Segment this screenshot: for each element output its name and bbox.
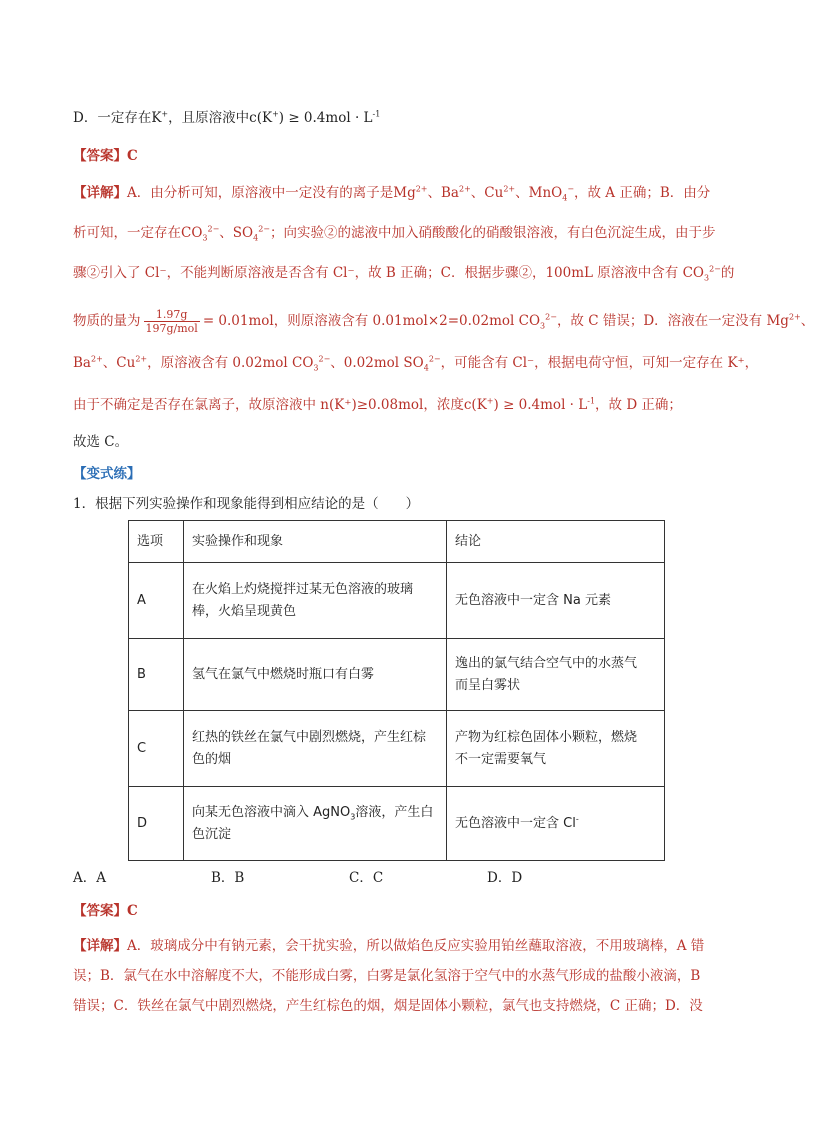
cell-line: 无色溶液中一定含 Cl <box>455 815 576 831</box>
table-cell <box>447 639 665 711</box>
d1-l4-sub: 3 <box>540 321 546 331</box>
detail-tag: 【详解】 <box>73 938 127 954</box>
d1-l4-sup2: 2+ <box>788 312 801 322</box>
k-ion: K <box>151 110 162 126</box>
table-cell <box>184 711 447 787</box>
d1-l4-sup: 2− <box>545 312 557 322</box>
detail2-line2 <box>73 966 700 986</box>
table-cell <box>184 563 447 639</box>
d1-l1b: ，故 A 正确；B．由分 <box>574 185 711 201</box>
detail2-line1 <box>73 936 704 956</box>
option-d: D．D <box>487 870 523 886</box>
d1-l4b: = 0.01mol，则原溶液含有 0.01mol×2=0.02mol CO <box>202 313 541 329</box>
d2-l3: 错误；C．铁丝在氯气中剧烈燃烧，产生红棕色的烟，烟是固体小颗粒，氯气也支持燃烧，C 正确；D．没 <box>73 998 703 1014</box>
d1-l6-k: K <box>476 397 487 413</box>
cell-line: 在火焰上灼烧搅拌过某无色溶液的玻璃 <box>192 581 414 597</box>
d1-l6b: ，故 D 正确； <box>595 397 682 413</box>
d1-l1a: A．由分析可知，原溶液中一定没有的离子是 <box>127 185 394 201</box>
co3-sup: 2− <box>207 224 220 234</box>
table-cell <box>447 711 665 787</box>
d1-l5e: ，可能含有 Cl⁻，根据电荷守恒，可知一定存在 K⁺， <box>440 355 759 371</box>
prev-d-mid: ，且原溶液中 <box>168 110 250 126</box>
cell-line: 棒，火焰呈现黄色 <box>192 603 297 619</box>
d1-l3-sub: 3 <box>703 273 710 283</box>
variant-tag <box>73 464 141 484</box>
table-cell: B <box>129 639 184 711</box>
d1-l5c: ，原溶液含有 0.02mol CO <box>147 355 314 371</box>
cell-line: 无色溶液中一定含 Na 元素 <box>455 592 611 608</box>
d1-l6-m1: -1 <box>587 396 596 406</box>
answer-tag: 【答案】 <box>73 903 127 919</box>
cu-sup: 2+ <box>503 184 516 194</box>
question <box>73 494 419 514</box>
d1-l2b: ；向实验②的滤液中加入硝酸酸化的硝酸银溶液，有白色沉淀生成，由于步 <box>270 225 716 241</box>
cell-line: 色沉淀 <box>192 826 232 842</box>
co3-sub: 3 <box>202 233 208 243</box>
detail1-line5 <box>73 353 758 373</box>
cell-line: 产物为红棕色固体小颗粒，燃烧 <box>455 729 638 745</box>
detail1-line7 <box>73 432 128 452</box>
d1-l5-sub4: 4 <box>423 363 429 373</box>
table-cell: D <box>129 787 184 861</box>
mno-sup: − <box>567 184 575 194</box>
detail1-line6: 由于不确定是否存在氯离子，故原溶液中 n(K⁺)≥0.08mol，浓度$c(K^+) \ge 0.4mol \cdot L^{-1}$，故 D 正确； <box>73 396 682 413</box>
d1-l5-sup1: 2+ <box>90 354 103 364</box>
d1-l4c: ，故 C 错误；D．溶液在一定没有 Mg <box>556 313 789 329</box>
fraction-numerator: 1.97g <box>144 308 200 322</box>
d1-l5-sup3: 2− <box>318 354 331 364</box>
option-c: C．C <box>349 870 384 886</box>
cell-line: 红热的铁丝在氯气中剧烈燃烧，产生红棕 <box>192 729 427 745</box>
cell-line: 色的烟 <box>192 751 232 767</box>
d1-l4a: 物质的量为 <box>73 313 141 329</box>
d1-l7: 故选 C。 <box>73 434 129 450</box>
mg-sup: 2+ <box>415 184 428 194</box>
fraction-denominator: 197g/mol <box>145 322 198 335</box>
detail1-line2 <box>73 223 716 243</box>
d2-l1: A．玻璃成分中有钠元素，会干扰实验，所以做焰色反应实验用铂丝蘸取溶液，不用玻璃棒，A 错 <box>127 938 705 954</box>
answer-tag: 【答案】 <box>73 148 127 164</box>
table-header: 实验操作和现象 <box>184 521 447 563</box>
mno-sub: 4 <box>562 193 568 203</box>
d1-l5-sup2: 2+ <box>135 354 148 364</box>
ba-sup: 2+ <box>459 184 471 194</box>
d1-l4d: 、 <box>800 313 814 329</box>
d1-l3-end: 的 <box>720 265 735 281</box>
table-cell: C <box>129 711 184 787</box>
option-b: B．B <box>211 870 245 886</box>
question-text: 1．根据下列实验操作和现象能得到相应结论的是（ ） <box>73 496 420 512</box>
detail1-line3 <box>73 263 734 283</box>
cell-line: 溶液，产生白 <box>355 804 434 820</box>
option-a: A．A <box>73 870 106 886</box>
table-cell: A <box>129 563 184 639</box>
table-header: 选项 <box>129 521 184 563</box>
table-header-row <box>129 521 665 563</box>
exp: -1 <box>372 109 381 119</box>
answer-2 <box>73 901 138 921</box>
d1-l6-c: c <box>463 397 472 413</box>
d1-l2a: 析可知，一定存在 <box>73 225 181 241</box>
so4: 、SO <box>219 225 254 241</box>
so4-sup: 2− <box>258 224 271 234</box>
table-row <box>129 787 665 861</box>
mno: 、MnO <box>515 185 563 201</box>
d1-l6-ge: ≥ 0.4mol · L <box>503 397 588 413</box>
answer-value: C <box>127 148 138 164</box>
table-header: 结论 <box>447 521 665 563</box>
k-ion-2: K <box>261 110 273 126</box>
table-row <box>129 639 665 711</box>
table-cell <box>447 563 665 639</box>
table-cell <box>447 787 665 861</box>
variant-tag-text: 【变式练】 <box>73 466 141 482</box>
prev-option-d: D．一定存在K+，且原溶液中$c(K^+) \ge 0.4mol \cdot L^{-1}$ <box>73 109 381 126</box>
fraction <box>144 308 200 335</box>
d1-l3-sup: 2− <box>709 264 721 274</box>
so4-sub: 4 <box>253 233 259 243</box>
table-row <box>129 563 665 639</box>
d1-l5-sup4: 2− <box>428 354 441 364</box>
cell-line: 而呈白雾状 <box>455 677 521 693</box>
prev-d-prefix: D．一定存在 <box>73 110 152 126</box>
detail2-line3 <box>73 996 703 1016</box>
table-cell <box>184 639 447 711</box>
mg: Mg <box>393 185 416 201</box>
cell-sub: 3 <box>350 812 356 822</box>
cell-line: 不一定需要氧气 <box>455 751 547 767</box>
table-cell <box>184 787 447 861</box>
detail-tag: 【详解】 <box>73 185 127 201</box>
cell-line: 氢气在氯气中燃烧时瓶口有白雾 <box>192 666 375 682</box>
conc-symbol: c <box>249 110 257 126</box>
d1-l5a: Ba <box>73 355 91 371</box>
answer-value: C <box>127 903 138 919</box>
d1-l5b: 、Cu <box>102 355 136 371</box>
d1-l5d: 、0.02mol SO <box>330 355 424 371</box>
d1-l5-sub3: 3 <box>313 363 319 373</box>
prev-d-ge: ≥ 0.4mol · L <box>288 110 373 126</box>
options-table <box>128 520 665 861</box>
detail1-line4 <box>73 308 814 335</box>
cell-line: 向某无色溶液中滴入 AgNO <box>192 804 351 820</box>
detail1-line1 <box>73 183 710 203</box>
d1-l6a: 由于不确定是否存在氯离子，故原溶液中 n(K⁺)≥0.08mol，浓度 <box>73 397 464 413</box>
cell-sup: - <box>575 814 579 824</box>
table-row <box>129 711 665 787</box>
d2-l2: 误；B．氯气在水中溶解度不大，不能形成白雾，白雾是氯化氢溶于空气中的水蒸气形成的盐酸小液滴，B <box>73 968 701 984</box>
ba: 、Ba <box>427 185 459 201</box>
d1-l3: 骤②引入了 Cl⁻，不能判断原溶液是否含有 Cl⁻，故 B 正确；C．根据步骤②，100mL 原溶液中含有 CO <box>73 265 704 281</box>
answer-1 <box>73 146 138 166</box>
cu: 、Cu <box>470 185 504 201</box>
cell-line: 逸出的氯气结合空气中的水蒸气 <box>455 655 638 671</box>
co3: CO <box>181 225 203 241</box>
